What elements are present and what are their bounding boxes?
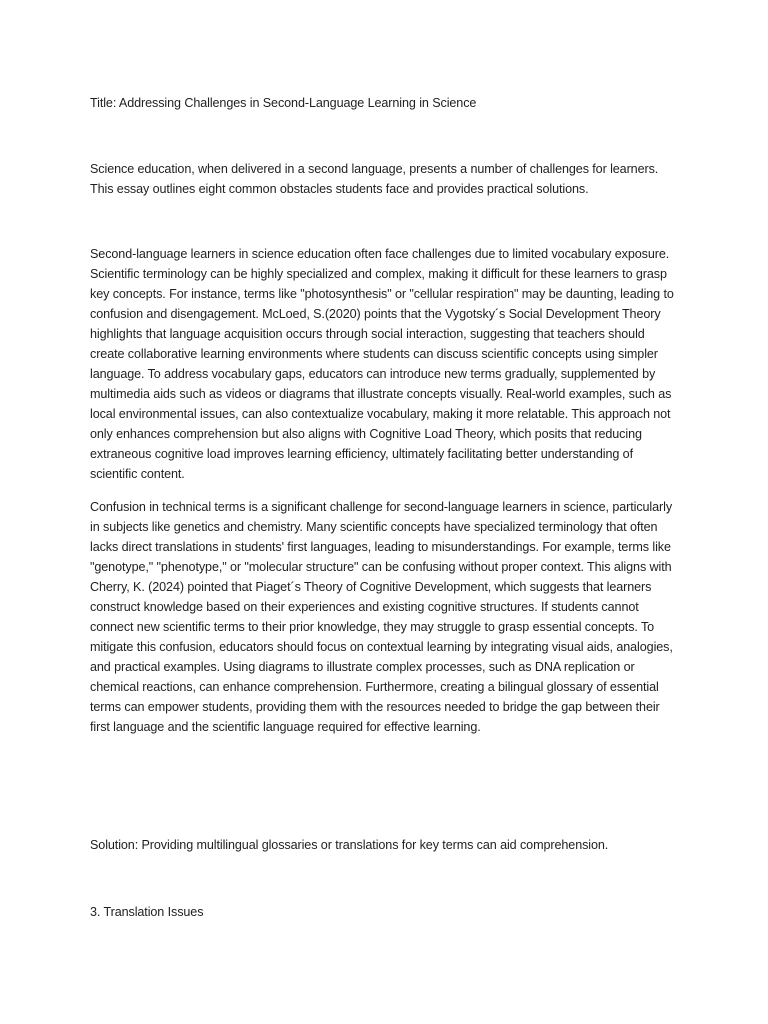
body-paragraph-vocabulary: Second-language learners in science education often face challenges due to limited vocabulary exposure. Scientific terminology can be highly specialized and complex, making it difficult for these learners to grasp key concepts. For instance, terms like "photosynthesis" or "cellular respiration" may be daunting, leading to confusion and disengagement. McLoed, S.(2020) points that the Vygotsky´s Social Development Theory highlights that language acquisition occurs through social interaction, suggesting that teachers should create collaborative learning environments where students can discuss scientific concepts using simpler language. To address vocabulary gaps, educators can introduce new terms gradually, supplemented by multimedia aids such as videos or diagrams that illustrate concepts visually. Real-world examples, such as local environmental issues, can also contextualize vocabulary, making it more relatable. This approach not only enhances comprehension but also aligns with Cognitive Load Theory, which posits that reducing extraneous cognitive load improves learning efficiency, ultimately facilitating better understanding of scientific content. <box>90 247 674 481</box>
section-heading: 3. Translation Issues <box>90 905 204 919</box>
document-title: Title: Addressing Challenges in Second-Language Learning in Science <box>90 96 477 110</box>
solution-paragraph: Solution: Providing multilingual glossaries or translations for key terms can aid comprehension. <box>90 838 609 852</box>
body-paragraph-technical-terms: Confusion in technical terms is a significant challenge for second-language learners in science, particularly in subjects like genetics and chemistry. Many scientific concepts have specialized terminology that often lacks direct translations in students' first languages, leading to misunderstandings. For example, terms like "genotype," "phenotype," or "molecular structure" can be confusing without proper context. This aligns with Cherry, K. (2024) pointed that Piaget´s Theory of Cognitive Development, which suggests that learners construct knowledge based on their experiences and existing cognitive structures. If students cannot connect new scientific terms to their prior knowledge, they may struggle to grasp essential concepts. To mitigate this confusion, educators should focus on contextual learning by integrating visual aids, analogies, and practical examples. Using diagrams to illustrate complex processes, such as DNA replication or chemical reactions, can enhance comprehension. Furthermore, creating a bilingual glossary of essential terms can empower students, providing them with the resources needed to bridge the gap between their first language and the scientific language required for effective learning. <box>90 500 673 734</box>
intro-paragraph: Science education, when delivered in a second language, presents a number of challenges for learners. This essay outlines eight common obstacles students face and provides practical solutions. <box>90 162 659 196</box>
